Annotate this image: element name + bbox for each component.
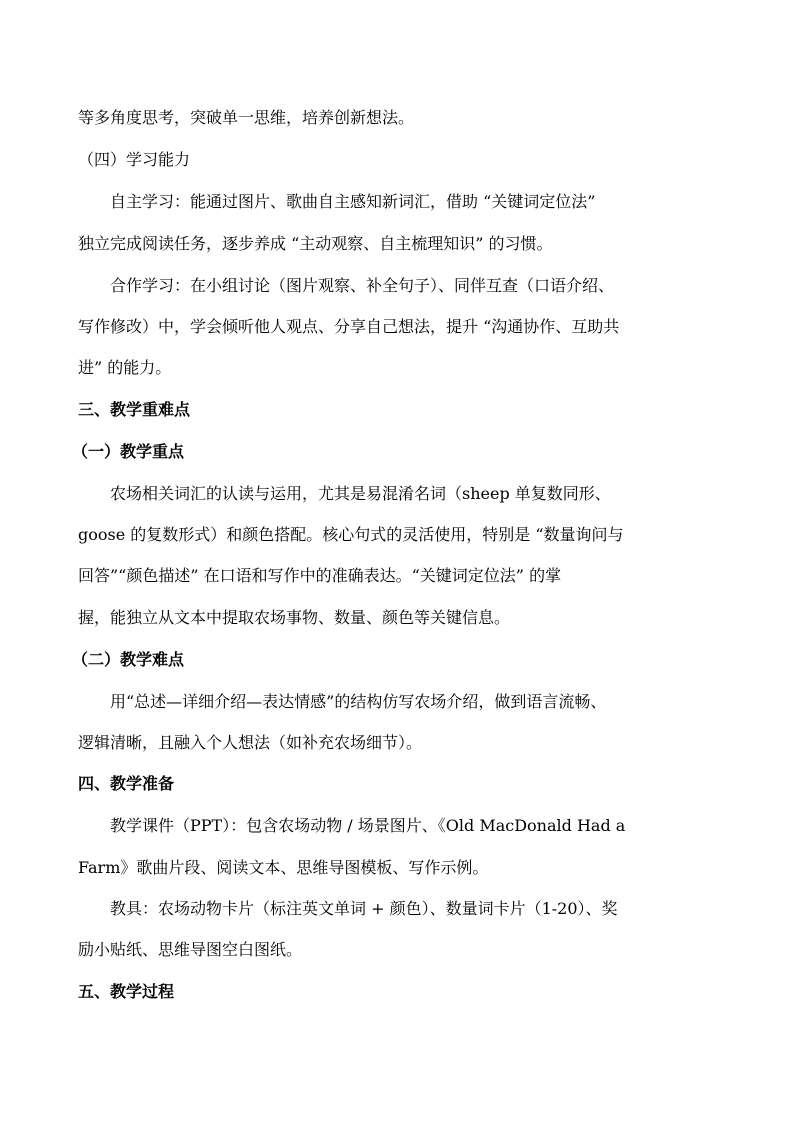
paragraph-line: 进” 的能力。 bbox=[78, 358, 172, 377]
section-heading-key-difficult-points: 三、教学重难点 bbox=[78, 400, 191, 419]
paragraph-line: 自主学习：能通过图片、歌曲自主感知新词汇，借助 “关键词定位法” bbox=[110, 192, 596, 211]
paragraph-line: 农场相关词汇的认读与运用，尤其是易混淆名词（sheep 单复数同形、 bbox=[110, 484, 611, 503]
paragraph-line: 教学课件（PPT）：包含农场动物 / 场景图片、《Old MacDonald Had a bbox=[110, 816, 626, 835]
paragraph-line: 励小贴纸、思维导图空白图纸。 bbox=[78, 940, 303, 959]
paragraph-line: 写作修改）中，学会倾听他人观点、分享自己想法，提升 “沟通协作、互助共 bbox=[78, 317, 620, 336]
paragraph-line: 独立完成阅读任务，逐步养成 “主动观察、自主梳理知识” 的习惯。 bbox=[78, 234, 553, 253]
paragraph-line: 教具：农场动物卡片（标注英文单词 + 颜色）、数量词卡片（1-20）、奖 bbox=[110, 899, 618, 918]
paragraph-line: 合作学习：在小组讨论（图片观察、补全句子）、同伴互查（口语介绍、 bbox=[110, 276, 615, 295]
paragraph-line: 回答”“颜色描述” 在口语和写作中的准确表达。“关键词定位法” 的掌 bbox=[78, 566, 562, 585]
section-subtitle-learning-ability: （四）学习能力 bbox=[78, 150, 191, 169]
paragraph-line: 用“总述—详细介绍—表达情感”的结构仿写农场介绍，做到语言流畅、 bbox=[110, 692, 607, 711]
paragraph-line: goose 的复数形式）和颜色搭配。核心句式的灵活使用，特别是 “数量询问与 bbox=[78, 525, 624, 544]
subheading-key-points: （一）教学重点 bbox=[72, 442, 185, 461]
paragraph-line: 等多角度思考，突破单一思维，培养创新想法。 bbox=[78, 108, 415, 127]
paragraph-line: 逻辑清晰，且融入个人想法（如补充农场细节）。 bbox=[78, 733, 423, 752]
section-heading-preparation: 四、教学准备 bbox=[78, 774, 175, 793]
paragraph-line: Farm》歌曲片段、阅读文本、思维导图模板、写作示例。 bbox=[78, 858, 489, 877]
subheading-difficult-points: （二）教学难点 bbox=[72, 650, 185, 669]
section-heading-teaching-process: 五、教学过程 bbox=[78, 982, 175, 1001]
paragraph-line: 握，能独立从文本中提取农场事物、数量、颜色等关键信息。 bbox=[78, 608, 511, 627]
